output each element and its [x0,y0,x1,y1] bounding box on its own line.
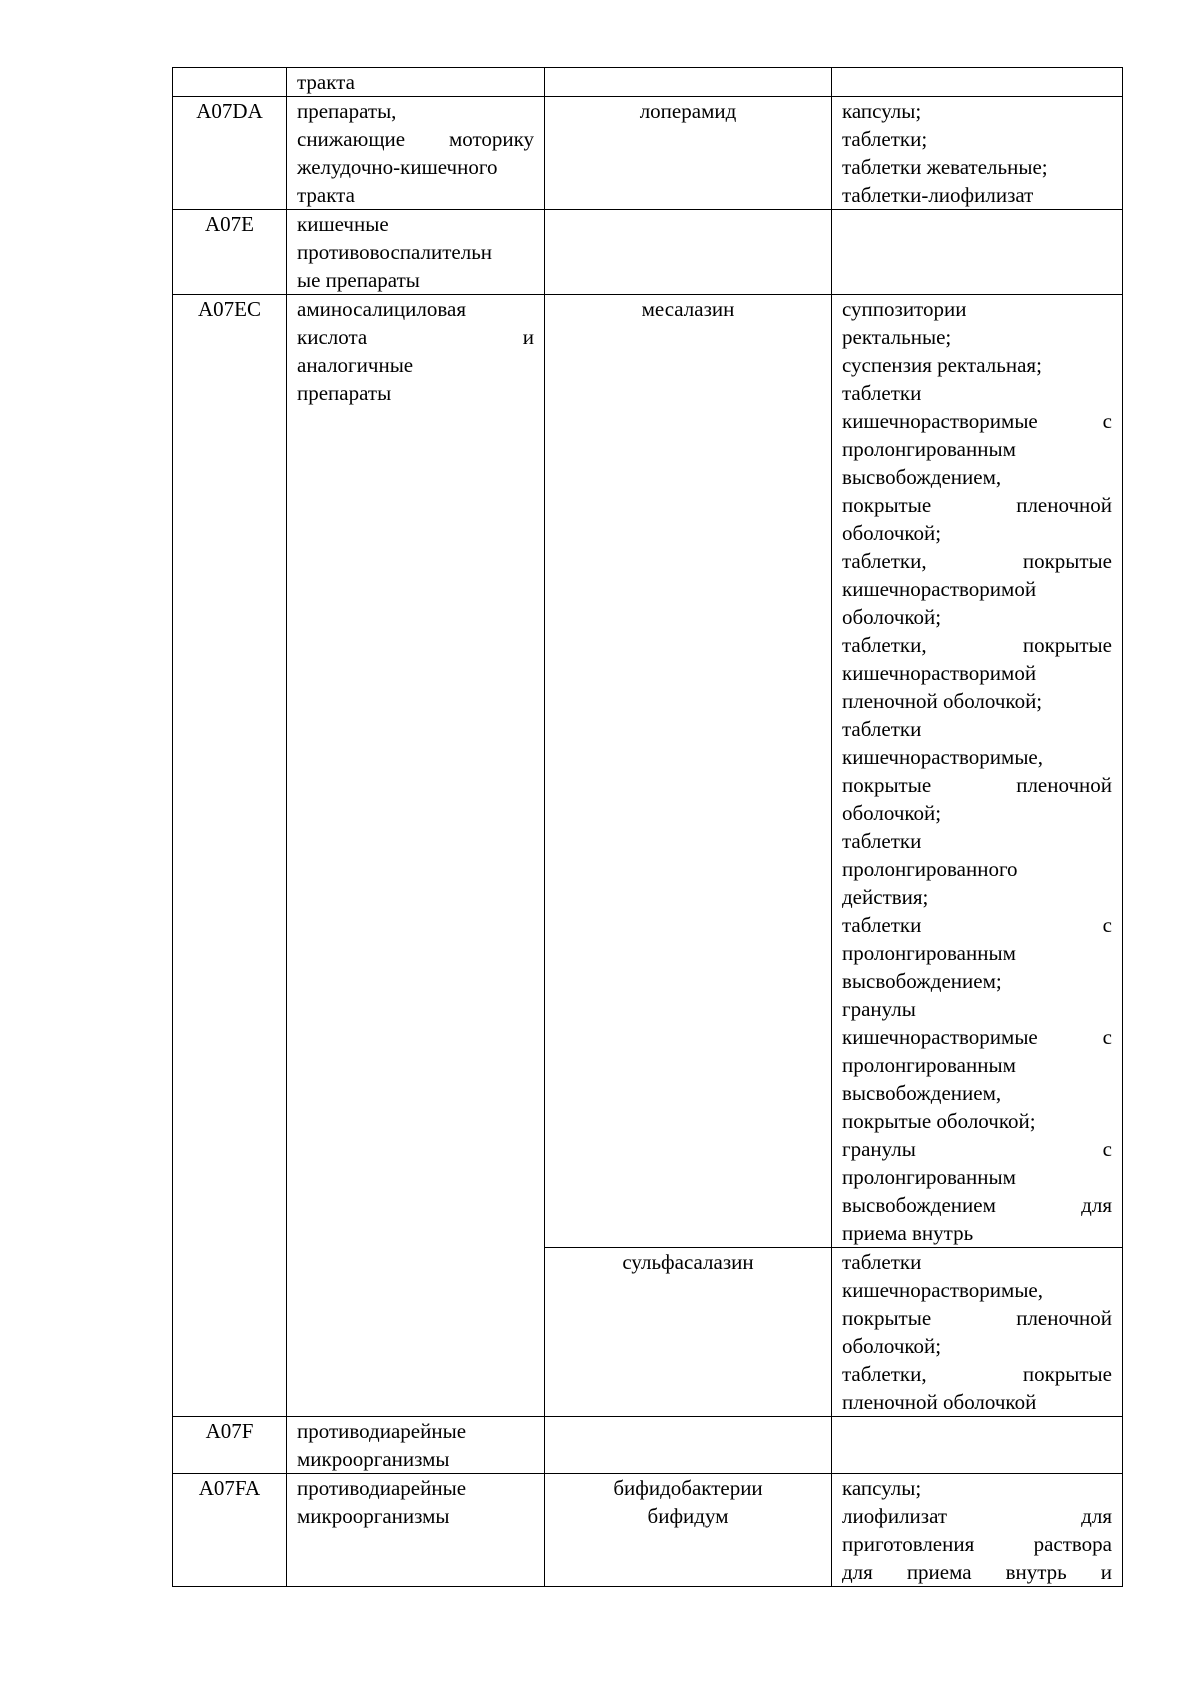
word: пленочной [1016,1306,1112,1330]
table-row [173,1474,1123,1587]
text-line: оболочкой; [842,801,942,825]
table-row [173,97,1123,210]
text-line: аналогичные [297,353,414,377]
drug-name-cell [545,1417,832,1474]
text-line: высвобождением; [842,969,1002,993]
text-line: ректальные; [842,325,952,349]
text-line: таблетки [842,829,922,853]
text-line: гранулы [842,997,916,1021]
text-line: действия; [842,885,929,909]
text-line: кишечные [297,212,389,236]
text-line: желудочно-кишечного [297,155,498,179]
text-line: покрытые оболочкой; [842,1109,1036,1133]
group-name-cell [287,295,545,1417]
word: покрытые [1022,633,1112,657]
group-name-cell [287,210,545,295]
text-line: таблетки жевательные; [842,155,1048,179]
text-line [842,1530,1112,1558]
dosage-form-cell [832,1417,1123,1474]
text-line: капсулы; [842,99,922,123]
word: с [1102,913,1112,937]
word: таблетки [842,913,922,937]
word: внутрь [1005,1560,1067,1584]
word: и [522,325,534,349]
text-line [842,1023,1112,1051]
text-line: пролонгированным [842,437,1016,461]
word: кислота [297,325,368,349]
text-line: таблетки [842,381,922,405]
text-line [842,1191,1112,1219]
text-line: таблетки [842,1250,922,1274]
word: с [1102,1137,1112,1161]
group-name-cell [287,1474,545,1587]
text-line: высвобождением, [842,1081,1002,1105]
text-line: кишечнорастворимые, [842,745,1044,769]
text-line [842,1502,1112,1530]
word: с [1102,409,1112,433]
text-line: таблетки; [842,127,928,151]
text-line: таблетки-лиофилизат [842,183,1034,207]
drug-classification-table [172,67,1123,1587]
text-line: тракта [297,183,355,207]
word: для [1081,1504,1112,1528]
drug-name: сульфасалазин [622,1250,754,1274]
word: покрытые [1022,1362,1112,1386]
table-row [173,295,1123,1248]
table-row [173,1417,1123,1474]
text-line [842,491,1112,519]
word: моторику [448,127,534,151]
text-line: противовоспалительн [297,240,493,264]
word: и [1100,1560,1112,1584]
table-row [173,210,1123,295]
text-line [842,407,1112,435]
atc-code-cell: A07EC [173,295,287,1417]
word: покрытые [842,1306,932,1330]
group-name-cell [287,68,545,97]
drug-name-cell [545,68,832,97]
text-line [842,547,1112,575]
text-line [297,125,534,153]
text-line: аминосалициловая [297,297,466,321]
drug-name-cell [545,210,832,295]
drug-name: бифидум [647,1504,729,1528]
text-line: капсулы; [842,1476,922,1500]
word: гранулы [842,1137,916,1161]
atc-code-cell: A07F [173,1417,287,1474]
text-line: суспензия ректальная; [842,353,1042,377]
text-line: ые препараты [297,268,420,292]
text-line [842,631,1112,659]
text-line: приема внутрь [842,1221,974,1245]
word: приема [906,1560,972,1584]
dosage-form-cell [832,1248,1123,1417]
group-name-cell [287,97,545,210]
dosage-form-cell [832,97,1123,210]
drug-name: бифидобактерии [613,1476,763,1500]
word: раствора [1033,1532,1112,1556]
text-line: препараты, [297,99,397,123]
word: покрытые [1022,549,1112,573]
atc-code-cell: A07DA [173,97,287,210]
word: приготовления [842,1532,975,1556]
text-line: противодиарейные [297,1476,467,1500]
text-line [842,1304,1112,1332]
drug-name-cell [545,295,832,1248]
word: высвобождением [842,1193,996,1217]
dosage-form-cell [832,1474,1123,1587]
text-line: противодиарейные [297,1419,467,1443]
text-line: таблетки [842,717,922,741]
atc-code-cell [173,68,287,97]
text-line: пролонгированным [842,1165,1016,1189]
text-line [842,911,1112,939]
text-line: высвобождением, [842,465,1002,489]
text-line: суппозитории [842,297,967,321]
atc-code-cell: A07FA [173,1474,287,1587]
text-line: оболочкой; [842,605,942,629]
drug-name: лоперамид [639,99,737,123]
word: для [1081,1193,1112,1217]
word: покрытые [842,493,932,517]
text-line: кишечнорастворимой [842,661,1037,685]
text-line [297,323,534,351]
text-line: микроорганизмы [297,1447,450,1471]
group-name-cell [287,1417,545,1474]
text-line [842,1360,1112,1388]
text-line: пленочной оболочкой [842,1390,1037,1414]
text-line: кишечнорастворимые, [842,1278,1044,1302]
word: с [1102,1025,1112,1049]
word: покрытые [842,773,932,797]
word: таблетки, [842,549,927,573]
text-line: тракта [297,70,355,94]
word: лиофилизат [842,1504,948,1528]
dosage-form-cell [832,295,1123,1248]
text-line [842,1558,1112,1586]
word: пленочной [1016,773,1112,797]
word: таблетки, [842,1362,927,1386]
text-line [842,771,1112,799]
text-line: кишечнорастворимой [842,577,1037,601]
drug-name-cell [545,1474,832,1587]
text-line: пролонгированным [842,941,1016,965]
word: для [842,1560,873,1584]
text-line: пролонгированным [842,1053,1016,1077]
table-row [173,68,1123,97]
text-line: препараты [297,381,392,405]
text-line: оболочкой; [842,521,942,545]
text-line [842,1135,1112,1163]
text-line: микроорганизмы [297,1504,450,1528]
text-line: пролонгированного [842,857,1018,881]
drug-name-cell [545,97,832,210]
drug-name-cell [545,1248,832,1417]
word: таблетки, [842,633,927,657]
word: кишечнорастворимые [842,1025,1038,1049]
dosage-form-cell [832,210,1123,295]
dosage-form-cell [832,68,1123,97]
drug-name: месалазин [641,297,735,321]
word: снижающие [297,127,406,151]
text-line: пленочной оболочкой; [842,689,1043,713]
word: кишечнорастворимые [842,409,1038,433]
text-line: оболочкой; [842,1334,942,1358]
atc-code-cell: A07E [173,210,287,295]
word: пленочной [1016,493,1112,517]
